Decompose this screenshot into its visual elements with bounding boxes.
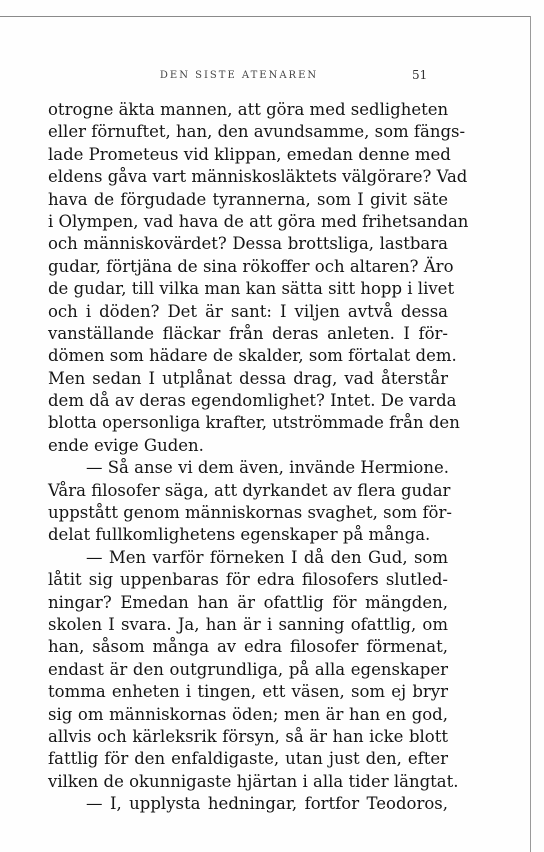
text-line: ningar? Emedan han är ofattlig för mängden, <box>48 592 448 612</box>
text-line: Våra filosofer säga, att dyrkandet av flera gudar <box>48 480 451 500</box>
text-line: uppstått genom människornas svaghet, som för- <box>48 503 452 523</box>
text-line: Men sedan I utplånat dessa drag, vad återstår <box>48 368 448 388</box>
top-border-line <box>0 16 530 17</box>
text-line: vilken de okunnigaste hjärtan i alla tider längtat. <box>48 771 459 791</box>
text-line: blotta opersonliga krafter, utströmmade från den <box>48 413 460 433</box>
text-line: hava de förgudade tyrannerna, som I givit säte <box>48 189 448 209</box>
text-line: i Olympen, vad hava de att göra med frihetsandan <box>48 211 469 231</box>
text-line: och i döden? Det är sant: I viljen avtvå dessa <box>48 301 448 321</box>
text-line: — I, upplysta hedningar, fortfor Teodoros, <box>86 794 448 814</box>
text-line: — Så anse vi dem även, invände Hermione. <box>86 458 449 478</box>
text-line: allvis och kärleksrik försyn, så är han icke blott <box>48 726 448 746</box>
text-line: ende evige Guden. <box>48 435 204 455</box>
text-line: skolen I svara. Ja, han är i sanning ofattlig, om <box>48 614 448 634</box>
text-line: delat fullkomlighetens egenskaper på många. <box>48 525 431 545</box>
text-line: dömen som hädare de skalder, som förtalat dem. <box>48 346 457 366</box>
text-line: fattlig för den enfaldigaste, utan just den, efter <box>48 749 448 769</box>
text-line: han, såsom många av edra filosofer förmenat, <box>48 637 448 657</box>
text-line: gudar, förtjäna de sina rökoffer och altaren? Äro <box>48 256 454 276</box>
body-text <box>48 99 469 816</box>
text-line: eldens gåva vart människosläktets välgörare? Vad <box>48 167 468 187</box>
text-line: låtit sig uppenbaras för edra filosofers slutled- <box>48 570 448 590</box>
right-border-line <box>530 16 531 852</box>
text-line: de gudar, till vilka man kan sätta sitt hopp i livet <box>48 279 455 299</box>
text-line: endast är den outgrundliga, på alla egenskaper <box>48 659 448 679</box>
running-title: DEN SISTE ATENAREN <box>159 70 319 81</box>
text-line: tomma enheten i tingen, ett väsen, som ej bryr <box>48 682 448 702</box>
text-line: dem då av deras egendomlighet? Intet. De varda <box>48 391 457 411</box>
running-header <box>0 70 530 90</box>
text-line: eller förnuftet, han, den avundsamme, som fängs- <box>48 122 466 142</box>
page-number: 51 <box>412 68 428 82</box>
text-line: otrogne äkta mannen, att göra med sedligheten <box>48 100 449 119</box>
text-line: och människovärdet? Dessa brottsliga, lastbara <box>48 234 448 254</box>
text-line: sig om människornas öden; men är han en god, <box>48 704 448 724</box>
text-line: lade Prometeus vid klippan, emedan denne med <box>48 144 451 164</box>
text-line: — Men varför förneken I då den Gud, som <box>86 547 448 567</box>
text-line: vanställande fläckar från deras anleten. I för- <box>48 323 448 343</box>
